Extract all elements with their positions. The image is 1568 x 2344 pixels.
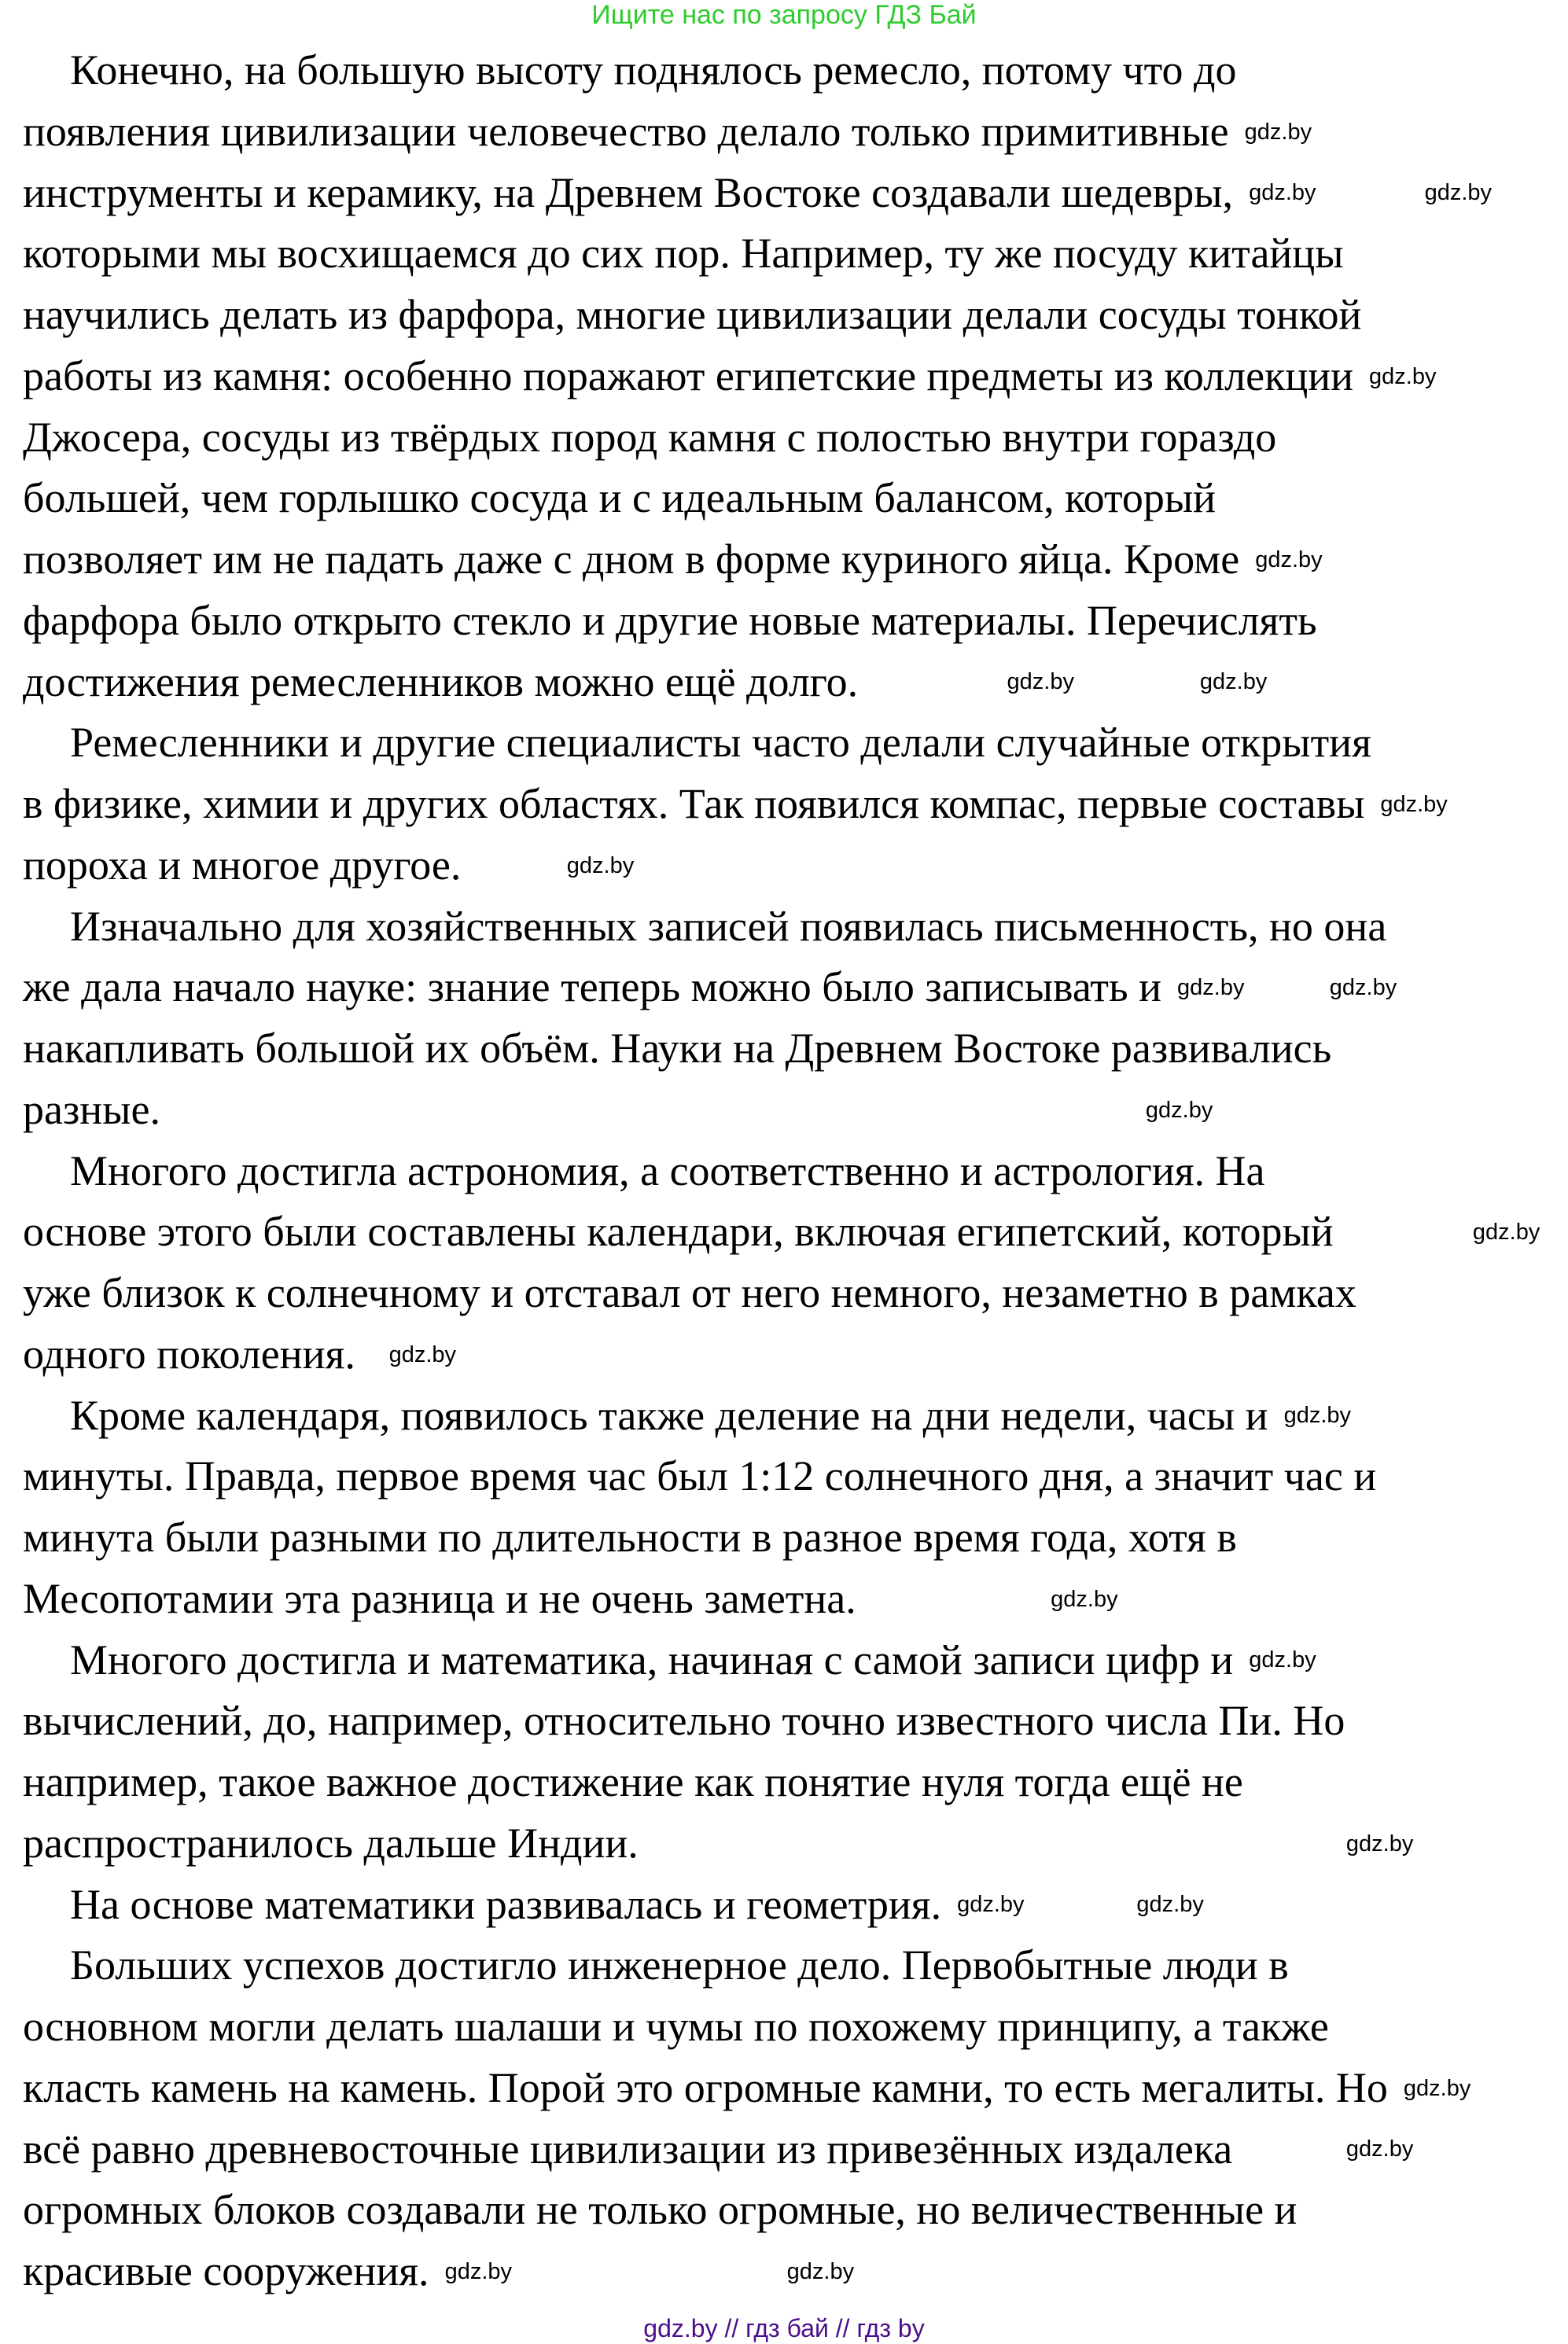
text-line: в физике, химии и других областях. Так появился компас, первые составы (23, 780, 1365, 827)
text-line: огромных блоков создавали не только огромные, но величественные и (23, 2186, 1297, 2234)
text-line: минуты. Правда, первое время час был 1:12 солнечного дня, а значит час и (23, 1452, 1377, 1500)
watermark: gdz.by (1199, 669, 1268, 695)
watermark: gdz.by (1255, 546, 1323, 572)
text-line: же дала начало науке: знание теперь можно было записывать и (23, 963, 1162, 1011)
text-line: накапливать большой их объём. Науки на Древнем Востоке развивались (23, 1025, 1332, 1072)
watermark: gdz.by (1249, 180, 1316, 206)
watermark: gdz.by (1345, 2136, 1414, 2162)
text-line: Джосера, сосуды из твёрдых пород камня с полостью внутри гораздо (23, 413, 1277, 461)
watermark: gdz.by (1145, 1097, 1213, 1123)
text-line: Конечно, на большую высоту поднялось ремесло, потому что до (70, 46, 1237, 94)
footer-links[interactable]: gdz.by // гдз бай // гдз by (643, 2314, 925, 2342)
text-line: пороха и многое другое. (23, 841, 462, 889)
watermark: gdz.by (957, 1892, 1025, 1918)
text-line: Месопотамии эта разница и не очень заметна. (23, 1574, 856, 1622)
watermark: gdz.by (786, 2258, 855, 2284)
header-banner: Ищите нас по запросу ГДЗ Бай (591, 0, 977, 30)
watermark: gdz.by (1345, 1831, 1414, 1856)
text-line: появления цивилизации человечество делало только примитивные (23, 107, 1229, 155)
text-line: разные. (23, 1085, 160, 1133)
text-line: Больших успехов достигло инженерное дело. Первобытные люди в (70, 1941, 1289, 1989)
text-line: Ремесленники и другие специалисты часто делали случайные открытия (70, 719, 1371, 767)
watermark: gdz.by (1424, 180, 1493, 206)
text-line: например, такое важное достижение как понятие нуля тогда ещё не (23, 1758, 1243, 1805)
text-line: большей, чем горлышко сосуда и с идеальным балансом, который (23, 474, 1216, 522)
text-line: распространилось дальше Индии. (23, 1819, 639, 1867)
text-line: всё равно древневосточные цивилизации из привезённых издалека (23, 2125, 1233, 2173)
text-line: основном могли делать шалаши и чумы по похожему принципу, а также (23, 2003, 1329, 2050)
text-line: вычислений, до, например, относительно точно известного числа Пи. Но (23, 1697, 1345, 1745)
watermark: gdz.by (1380, 791, 1448, 817)
text-line: класть камень на камень. Порой это огромные камни, то есть мегалиты. Но (23, 2063, 1388, 2111)
watermark: gdz.by (388, 1341, 457, 1367)
text-line: основе этого были составлены календари, включая египетский, который (23, 1208, 1334, 1256)
text-line: фарфора было открыто стекло и другие новые материалы. Перечислять (23, 596, 1317, 644)
watermark: gdz.by (1051, 1586, 1118, 1612)
watermark: gdz.by (1007, 669, 1074, 695)
text-line: Многого достигла астрономия, а соответственно и астрология. На (70, 1146, 1265, 1194)
text-line: которыми мы восхищаемся до сих пор. Например, ту же посуду китайцы (23, 230, 1344, 278)
watermark: gdz.by (1136, 1892, 1204, 1918)
text-line: Изначально для хозяйственных записей появилась письменность, но она (70, 902, 1387, 950)
watermark: gdz.by (1244, 119, 1312, 145)
text-line: Кроме календаря, появилось также деление на дни недели, часы и (70, 1391, 1268, 1439)
watermark: gdz.by (1369, 363, 1437, 389)
text-line: минута были разными по длительности в разное время года, хотя в (23, 1514, 1237, 1561)
text-line: Многого достигла и математика, начиная с самой записи цифр и (70, 1636, 1234, 1683)
watermark: gdz.by (1249, 1647, 1316, 1673)
text-line: инструменты и керамику, на Древнем Востоке создавали шедевры, (23, 168, 1234, 216)
text-line: одного поколения. (23, 1330, 355, 1378)
text-line: работы из камня: особенно поражают египетские предметы из коллекции (23, 351, 1354, 399)
text-line: На основе математики развивалась и геометрия. (70, 1880, 942, 1928)
watermark: gdz.by (444, 2258, 513, 2284)
watermark: gdz.by (1472, 1220, 1540, 1246)
text-line: красивые сооружения. (23, 2247, 429, 2294)
watermark: gdz.by (1403, 2075, 1471, 2101)
text-line: научились делать из фарфора, многие цивилизации делали сосуды тонкой (23, 291, 1362, 338)
watermark: gdz.by (1329, 975, 1397, 1001)
text-line: позволяет им не падать даже с дном в форме куриного яйца. Кроме (23, 535, 1240, 583)
text-line: уже близок к солнечному и отставал от него немного, незаметно в рамках (23, 1269, 1356, 1316)
text-line: достижения ремесленников можно ещё долго. (23, 657, 859, 705)
watermark: gdz.by (1177, 975, 1245, 1001)
watermark: gdz.by (566, 852, 635, 878)
watermark: gdz.by (1283, 1403, 1352, 1429)
document-body (23, 40, 1388, 2302)
